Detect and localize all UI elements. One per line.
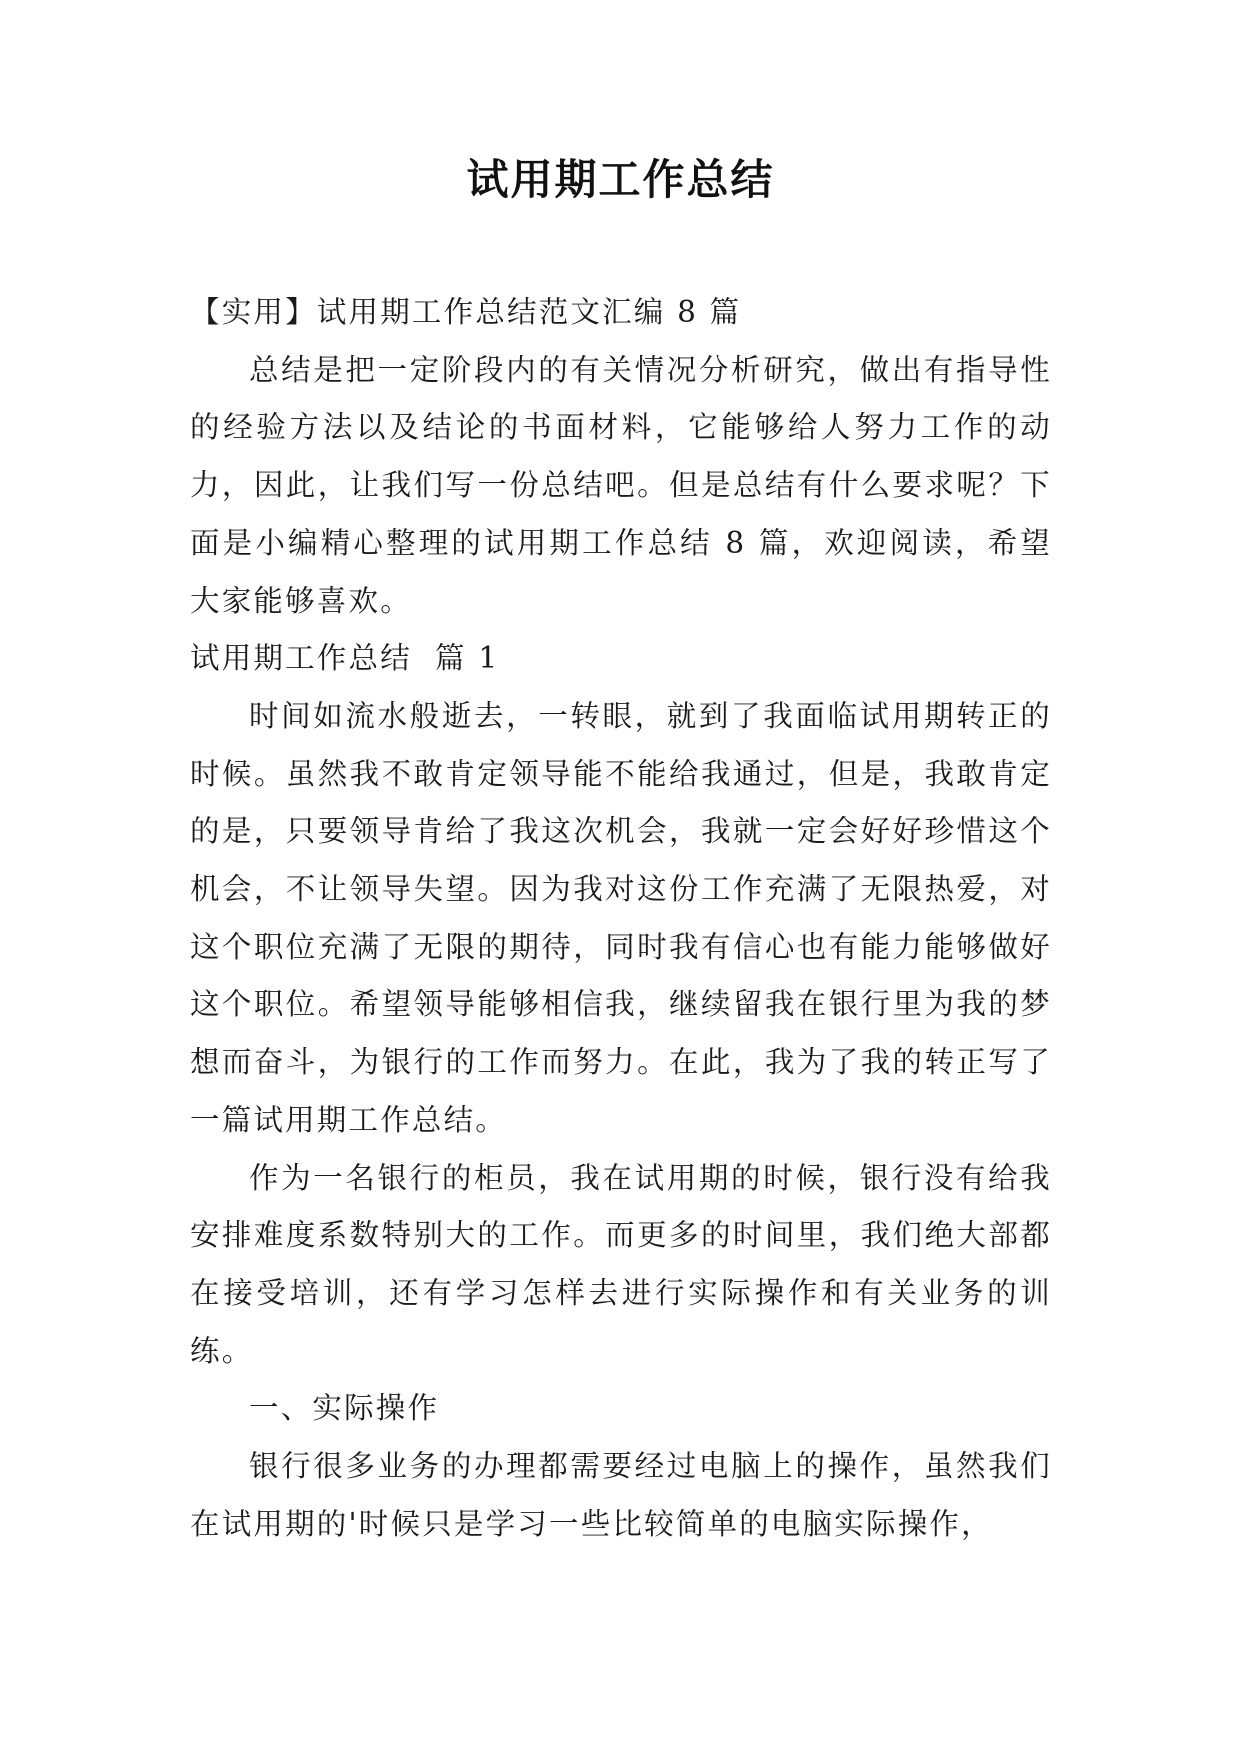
section-heading: 试用期工作总结 篇 1 (190, 641, 500, 676)
body-paragraph: 银行很多业务的办理都需要经过电脑上的操作，虽然我们在试用期的'时候只是学习一些比较简单的电脑实际操作， (190, 1449, 1052, 1541)
document-subtitle: 【实用】试用期工作总结范文汇编 8 篇 (190, 295, 742, 329)
body-paragraph: 时间如流水般逝去，一转眼，就到了我面临试用期转正的时候。虽然我不敢肯定领导能不能给我通过，但是，我敢肯定的是，只要领导肯给了我这次机会，我就一定会好好珍惜这个机会，不让领导失望。因为我对这份工作充满了无限热爱，对这个职位充满了无限的期待，同时我有信心也有能力能够做好这个职位。希望领导能够相信我，继续留我在银行里为我的梦想而奋斗，为银行的工作而努力。在此，我为了我的转正写了一篇试用期工作总结。 (190, 698, 1052, 1137)
subheading: 一、实际操作 (249, 1391, 440, 1426)
document-title: 试用期工作总结 (466, 155, 775, 204)
intro-paragraph: 总结是把一定阶段内的有关情况分析研究，做出有指导性的经验方法以及结论的书面材料，它能够给人努力工作的动力，因此，让我们写一份总结吧。但是总结有什么要求呢？下面是小编精心整理的试用期工作总结 8 篇，欢迎阅读，希望大家能够喜欢。 (190, 352, 1052, 618)
body-paragraph: 作为一名银行的柜员，我在试用期的时候，银行没有给我安排难度系数特别大的工作。而更多的时间里，我们绝大部都在接受培训，还有学习怎样去进行实际操作和有关业务的训练。 (190, 1160, 1052, 1368)
document-body (190, 284, 1052, 1553)
